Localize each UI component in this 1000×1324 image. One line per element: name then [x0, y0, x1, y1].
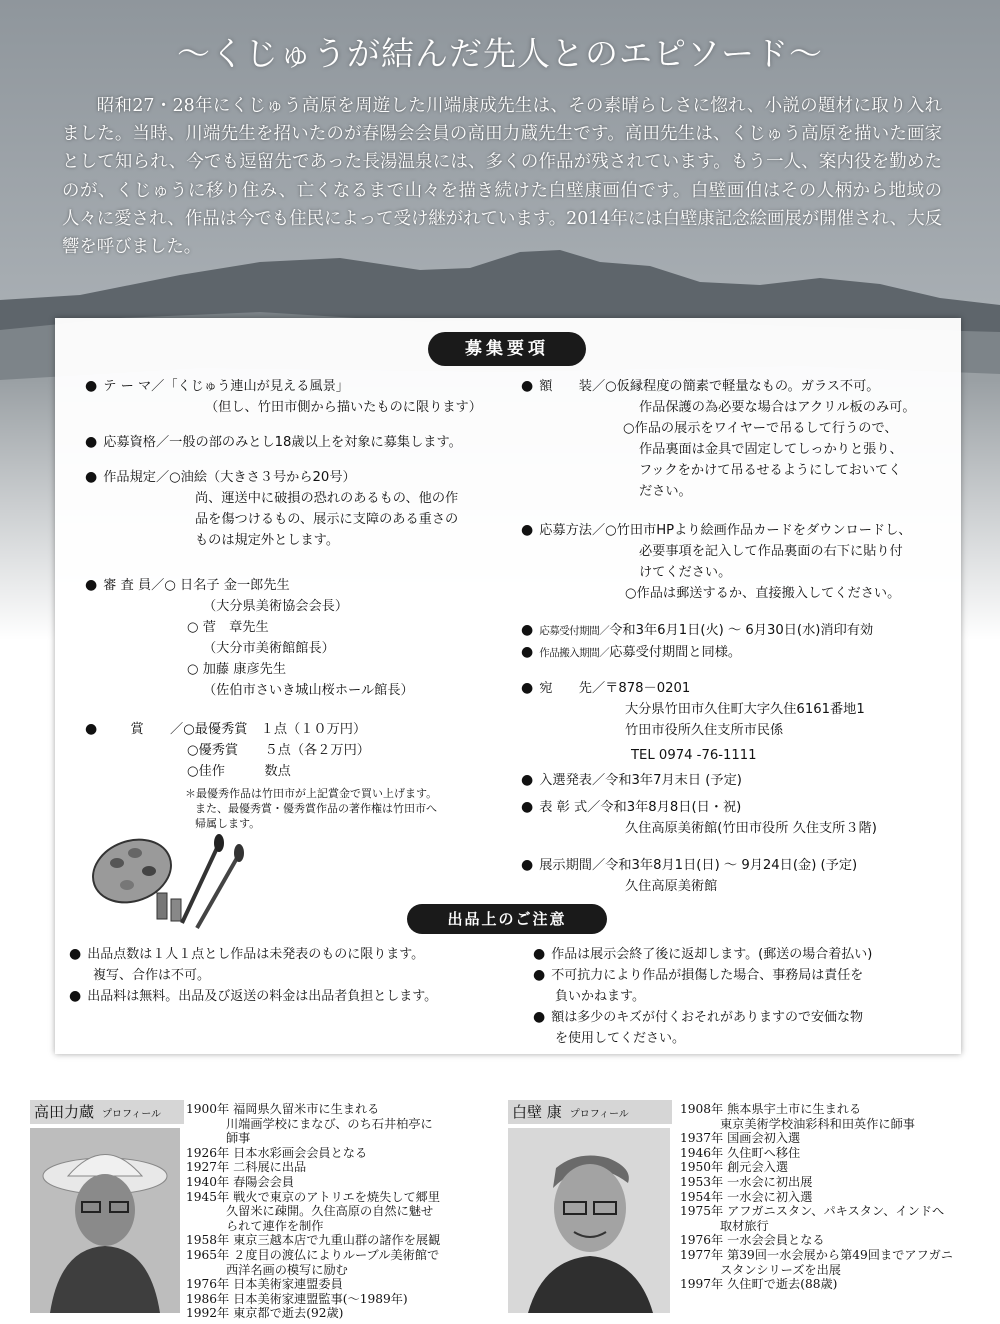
- uketsuke-row: ● 応募受付期間／令和3年6月1日(火) 〜 6月30日(水)消印有効: [521, 622, 874, 638]
- profile-takada-list: [186, 1102, 476, 1321]
- chui-right-column: [533, 944, 953, 1049]
- profile-shirakabe-item: 1908年 熊本県宇土市に生まれる: [680, 1102, 862, 1116]
- profile-takada-name: 高田力蔵: [34, 1103, 95, 1121]
- profile-takada-item: 師事: [226, 1131, 251, 1146]
- atesaki-label: 宛 先／: [539, 681, 606, 696]
- kitei-line-4: ものは規定外とします。: [195, 533, 340, 548]
- atesaki-3: 竹田市役所久住支所市民係: [625, 723, 784, 738]
- photo-shirakabe: [508, 1128, 670, 1313]
- chui-item-4-text: 不可抗力により作品が損傷した場合、事務局は責任を: [551, 968, 864, 983]
- hoho-label: 応募方法／: [539, 523, 606, 538]
- shinsa-label: 審 査 員／: [103, 578, 165, 593]
- profile-shirakabe-item: 東京美術学校油彩科和田英作に師事: [720, 1116, 915, 1131]
- shikaku-row: ● 応募資格／一般の部のみとし18歳以上を対象に募集します。: [85, 434, 462, 450]
- tenji-label: 展示期間／: [539, 858, 606, 873]
- profile-shirakabe-item: 取材旅行: [720, 1218, 769, 1233]
- prize-note-2: また、最優秀賞・優秀賞作品の著作権は竹田市へ: [195, 802, 437, 815]
- profile-shirakabe-tag: プロフィール: [569, 1109, 629, 1120]
- kitei-line-3: 品を傷つけるもの、展示に支障のある重さの: [195, 512, 459, 527]
- atesaki-row: ● 宛 先／〒878－0201: [521, 680, 691, 696]
- profile-takada-item: 1965年 ２度目の渡仏によりルーブル美術館で: [186, 1247, 440, 1262]
- hannyu-label: 作品搬入期間／: [539, 647, 610, 659]
- profile-shirakabe-item: 1997年 久住町で逝去(88歳): [680, 1277, 838, 1292]
- tenji-row: ● 展示期間／令和3年8月1日(日) 〜 9月24日(金) (予定): [521, 857, 858, 873]
- hoho-3: けてください。: [639, 565, 732, 580]
- profile-shirakabe-list: [680, 1102, 970, 1292]
- chui-item-4: ● 不可抗力により作品が損傷した場合、事務局は責任を: [533, 967, 864, 983]
- nyusen-value: 令和3年7月末日 (予定): [605, 773, 742, 788]
- sho-row: ● 賞 ／○最優秀賞 １点（１０万円）: [85, 719, 525, 740]
- gakuso-row: ● 額 装／○仮縁程度の簡素で軽量なもの。ガラス不可。: [521, 378, 880, 394]
- tenji-1: 令和3年8月1日(日) 〜 9月24日(金) (予定): [605, 858, 858, 873]
- theme-row: ● テ ー マ／「くじゅう連山が見える風景」: [85, 378, 349, 394]
- chui-item-5: ● 額は多少のキズが付くおそれがありますので安価な物: [533, 1009, 863, 1025]
- profile-shirakabe-item: 1976年 一水会会員となる: [680, 1233, 825, 1248]
- portrait-takada-icon: [30, 1128, 180, 1313]
- profile-takada-item: 久留米に疎開。久住高原の自然に魅せ: [226, 1204, 434, 1219]
- chui-item-3-text: 作品は展示会終了後に返却します。(郵送の場合着払い): [551, 947, 873, 962]
- chui-left-column: [69, 944, 529, 1007]
- hoho-row: ● 応募方法／○竹田市HPより絵画作品カードをダウンロードし、: [521, 522, 912, 538]
- profile-takada-item: 1958年 東京三越本店で九重山群の諸作を展観: [186, 1233, 441, 1248]
- gakuso-1: ○仮縁程度の簡素で軽量なもの。ガラス不可。: [605, 379, 880, 394]
- profile-takada-item: 西洋名画の模写に励む: [226, 1262, 348, 1277]
- profile-shirakabe-header: [508, 1100, 672, 1124]
- sho-label: 賞 ／: [130, 722, 184, 737]
- nyusen-label: 入選発表／: [539, 773, 606, 788]
- hyosho-label: 表 彰 式／: [539, 800, 601, 815]
- theme-note: （但し、竹田市側から描いたものに限ります）: [205, 400, 482, 415]
- judge-1-role: （大分県美術協会会長）: [203, 599, 349, 614]
- profile-takada-item: 1900年 福岡県久留米市に生まれる: [186, 1102, 380, 1116]
- profile-shirakabe-item: 1937年 国画会初入選: [680, 1131, 801, 1146]
- chui-item-1-cont: 複写、合作は不可。: [93, 968, 211, 983]
- tenji-2: 久住高原美術館: [625, 879, 718, 894]
- profile-shirakabe-name: 白壁 康: [512, 1103, 562, 1121]
- chui-item-2-text: 出品料は無料。出品及び返送の料金は出品者負担とします。: [87, 989, 438, 1004]
- profile-shirakabe-item: 1953年 一水会に初出展: [680, 1174, 813, 1189]
- chui-item-4-cont: 負いかねます。: [555, 989, 645, 1004]
- profile-takada-item: 1986年 日本美術家連盟監事(〜1989年): [186, 1291, 408, 1306]
- gakuso-2: 作品保護の為必要な場合はアクリル板のみ可。: [639, 400, 916, 415]
- gakuso-label: 額 装／: [539, 379, 606, 394]
- judge-3: ○ 加藤 康彦先生: [187, 662, 287, 677]
- judge-3-role: （佐伯市さいき城山桜ホール館長）: [203, 683, 414, 698]
- boshu-heading: 募集要項: [428, 332, 586, 366]
- chui-item-5-text: 額は多少のキズが付くおそれがありますので安価な物: [551, 1010, 863, 1025]
- profile-shirakabe-item: 1946年 久住町へ移住: [680, 1145, 801, 1160]
- shikaku-label: 応募資格／: [103, 435, 170, 450]
- profile-takada-item: 1976年 日本美術家連盟委員: [186, 1277, 343, 1292]
- profile-takada-item: 1926年 日本水彩画会会員となる: [186, 1145, 368, 1160]
- hoho-2: 必要事項を記入して作品裏面の右下に貼り付: [639, 544, 903, 559]
- profile-takada-tag: プロフィール: [102, 1109, 162, 1120]
- chui-item-5-cont: を使用してください。: [555, 1031, 686, 1046]
- hero-title: 〜くじゅうが結んだ先人とのエピソード〜: [177, 34, 823, 73]
- prize-note-3: 帰属します。: [195, 817, 261, 830]
- prize-3: ○佳作 数点: [187, 764, 291, 779]
- photo-takada: [30, 1128, 180, 1313]
- profile-takada-header: [30, 1100, 184, 1124]
- profile-takada-item: られて連作を制作: [226, 1218, 324, 1233]
- kitei-value: ○油絵（大きさ３号から20号）: [169, 470, 356, 485]
- paint-palette-icon: [87, 823, 257, 933]
- atesaki-2: 大分県竹田市久住町大字久住6161番地1: [625, 702, 865, 717]
- chui-item-2: ● 出品料は無料。出品及び返送の料金は出品者負担とします。: [69, 988, 438, 1004]
- hannyu-row: ● 作品搬入期間／応募受付期間と同様。: [521, 644, 742, 660]
- kitei-line-2: 尚、運送中に破損の恐れのあるもの、他の作: [195, 491, 459, 506]
- hyosho-2: 久住高原美術館(竹田市役所 久住支所３階): [625, 821, 877, 836]
- boshu-left-column: [85, 376, 525, 831]
- chui-item-3: ● 作品は展示会終了後に返却します。(郵送の場合着払い): [533, 946, 873, 962]
- profile-shirakabe-item: 1975年 アフガニスタン、パキスタン、インドへ: [680, 1204, 945, 1219]
- hoho-1: ○竹田市HPより絵画作品カードをダウンロードし、: [605, 523, 912, 538]
- chui-item-1: ● 出品点数は１人１点とし作品は未発表のものに限ります。: [69, 946, 425, 962]
- profile-shirakabe-item: 1950年 創元会入選: [680, 1160, 789, 1175]
- profile-takada-item: 1940年 春陽会会員: [186, 1174, 295, 1189]
- profile-takada-item: 川端画学校にまなび、のち石井柏亭に: [226, 1116, 433, 1131]
- profile-shirakabe-item: 1954年 一水会に初入選: [680, 1189, 813, 1204]
- uketsuke-value: 令和3年6月1日(火) 〜 6月30日(水)消印有効: [609, 623, 874, 638]
- theme-label: テ ー マ／: [103, 379, 165, 394]
- atesaki-1: 〒878－0201: [605, 681, 691, 696]
- gakuso-4: 作品裏面は金具で固定してしっかりと張り、: [639, 442, 903, 457]
- chui-heading: 出品上のご注意: [407, 904, 607, 934]
- profile-shirakabe-item: 1977年 第39回一水会展から第49回までアフガニ: [680, 1247, 953, 1262]
- hannyu-value: 応募受付期間と同様。: [609, 645, 742, 660]
- atesaki-4: TEL 0974 -76-1111: [631, 748, 757, 763]
- judge-1: ○ 日名子 金一郎先生: [164, 578, 290, 593]
- prize-note-1: ＊最優秀作品は竹田市が上記賞金で買い上げます。: [185, 787, 438, 800]
- hoho-4: ○作品は郵送するか、直接搬入してください。: [625, 586, 901, 601]
- profile-takada-item: 1927年 二科展に出品: [186, 1160, 307, 1175]
- prize-1: ○最優秀賞 １点（１０万円）: [183, 722, 367, 737]
- judge-2: ○ 菅 章先生: [187, 620, 269, 635]
- profile-takada: [30, 1100, 470, 1321]
- gakuso-3: ○作品の展示をワイヤーで吊るして行うので、: [623, 421, 898, 436]
- boshu-card: [55, 318, 961, 1054]
- hyosho-1: 令和3年8月8日(日・祝): [600, 800, 742, 815]
- shikaku-value: 一般の部のみとし18歳以上を対象に募集します。: [169, 435, 462, 450]
- chui-item-1-text: 出品点数は１人１点とし作品は未発表のものに限ります。: [87, 947, 425, 962]
- portrait-shirakabe-icon: [508, 1128, 670, 1313]
- profile-shirakabe: [508, 1100, 970, 1315]
- prize-2: ○優秀賞 ５点（各２万円）: [187, 743, 370, 758]
- kitei-label: 作品規定／: [103, 470, 170, 485]
- hero-body-text: 昭和27・28年にくじゅう高原を周遊した川端康成先生は、その素晴らしさに惚れ、小説の題材に取り入れました。当時、川端先生を招いたのが春陽会会員の高田力蔵先生です。高田先生は、くじゅう高原を描いた画家として知られ、今でも逗留先であった長湯温泉には、多くの作品が残されています。もう一人、案内役を勤めたのが、くじゅうに移り住み、亡くなるまで山々を描き続けた白壁康画伯です。白壁画伯はその人柄から地域の人々に愛され、作品は今でも住民によって受け継がれています。2014年には白壁康記念絵画展が開催され、大反響を呼びました。: [62, 96, 942, 258]
- shinsa-row: ● 審 査 員／○ 日名子 金一郎先生: [85, 577, 290, 593]
- profile-takada-item: 1992年 東京都で逝去(92歳): [186, 1306, 344, 1321]
- theme-value: 「くじゅう連山が見える風景」: [164, 379, 349, 394]
- profile-takada-item: 1945年 戦火で東京のアトリエを焼失して郷里: [186, 1189, 441, 1204]
- gakuso-5: フックをかけて吊るせるようにしておいてく: [639, 463, 902, 478]
- profile-shirakabe-item: スタンシリーズを出展: [720, 1262, 841, 1277]
- nyusen-row: ● 入選発表／令和3年7月末日 (予定): [521, 772, 742, 788]
- hyosho-row: ● 表 彰 式／令和3年8月8日(日・祝): [521, 799, 742, 815]
- boshu-right-column: [521, 376, 951, 897]
- judge-2-role: （大分市美術館館長）: [203, 641, 335, 656]
- uketsuke-label: 応募受付期間／: [539, 625, 610, 637]
- gakuso-6: ださい。: [639, 484, 692, 499]
- kitei-row: ● 作品規定／○油絵（大きさ３号から20号）: [85, 469, 356, 485]
